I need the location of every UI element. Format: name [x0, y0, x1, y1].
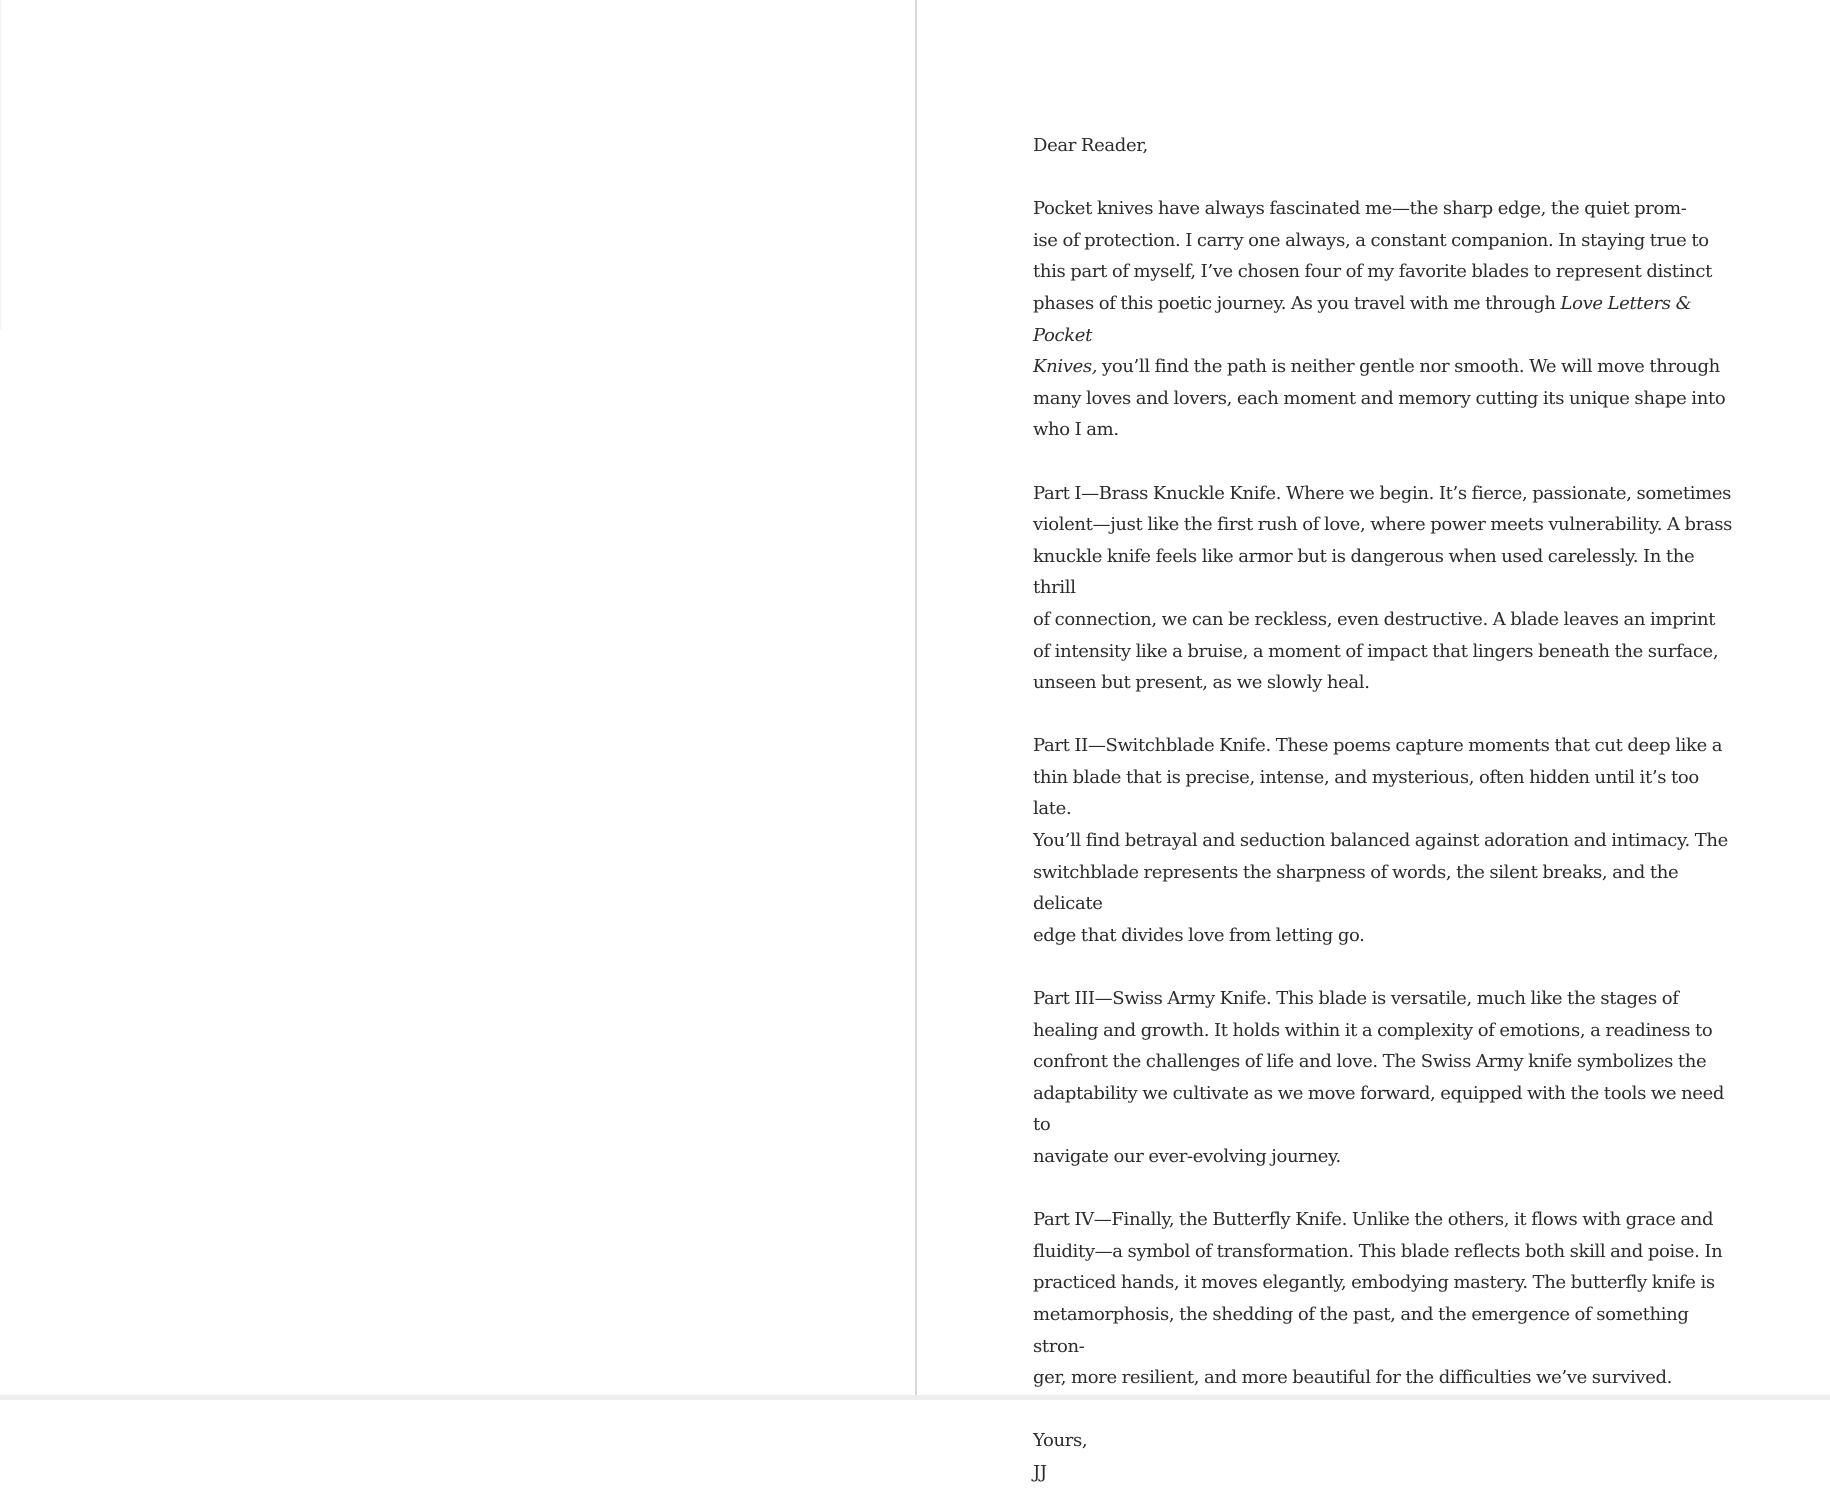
book-title: Love Letters & Pocket Knives, — [1033, 292, 1692, 378]
part-two-paragraph: Part II—Switchblade Knife. These poems capture moments that cut deep like a thin blade that is precise, intense, and mysterious, often hidden until it’s too late. You’ll find betrayal and seduction balanced against adoration and intimacy. The switchblade represents the sharpness of words, the silent breaks, and the delicate edge that divides love from letting go. — [1033, 735, 1728, 946]
part-three-paragraph: Part III—Swiss Army Knife. This blade is versatile, much like the stages of healing and growth. It holds within it a complexity of emotions, a readiness to confront the challenges of life and love. The Swiss Army knife symbolizes the adaptability we cultivate as we move forward, equipped with the tools we need to navigate our ever-evolving journey. — [1033, 988, 1725, 1167]
salutation: Dear Reader, — [1033, 135, 1148, 156]
right-page — [917, 0, 1830, 1483]
page-edge-shadow — [0, 0, 2, 330]
bottom-page-edge — [0, 1395, 1830, 1400]
intro-text-before: Pocket knives have always fascinated me—the sharp edge, the quiet prom- ise of protection. I carry one always, a constant companion. In staying true to this part of myself, I’ve chosen four of my favorite blades to represent distinct phases of this poetic journey. As you travel with me through — [1033, 198, 1712, 314]
left-page — [0, 0, 915, 1395]
part-one-paragraph: Part I—Brass Knuckle Knife. Where we begin. It’s fierce, passionate, sometimes violent—just like the first rush of love, where power meets vulnerability. A brass knuckle knife feels like armor but is dangerous when used carelessly. In the thrill of connection, we can be reckless, even destructive. A blade leaves an imprint of intensity like a bruise, a moment of impact that lingers beneath the surface, unseen but present, as we slowly heal. — [1033, 482, 1733, 694]
signature: JJ — [1033, 1461, 1047, 1483]
intro-text-after: you’ll find the path is neither gentle nor smooth. We will move through many loves and lovers, each moment and memory cutting its unique shape into who I am. — [1033, 356, 1726, 441]
intro-paragraph — [1033, 193, 1738, 446]
letter-to-reader — [1033, 130, 1738, 1489]
part-four-paragraph: Part IV—Finally, the Butterfly Knife. Unlike the others, it flows with grace and fluidity—a symbol of transformation. This blade reflects both skill and poise. In practiced hands, it moves elegantly, embodying mastery. The butterfly knife is metamorphosis, the shedding of the past, and the emergence of something stron- ger, more resilient, and more beautiful for the difficulties we’ve survived. — [1033, 1209, 1723, 1389]
closing: Yours, — [1033, 1430, 1088, 1452]
